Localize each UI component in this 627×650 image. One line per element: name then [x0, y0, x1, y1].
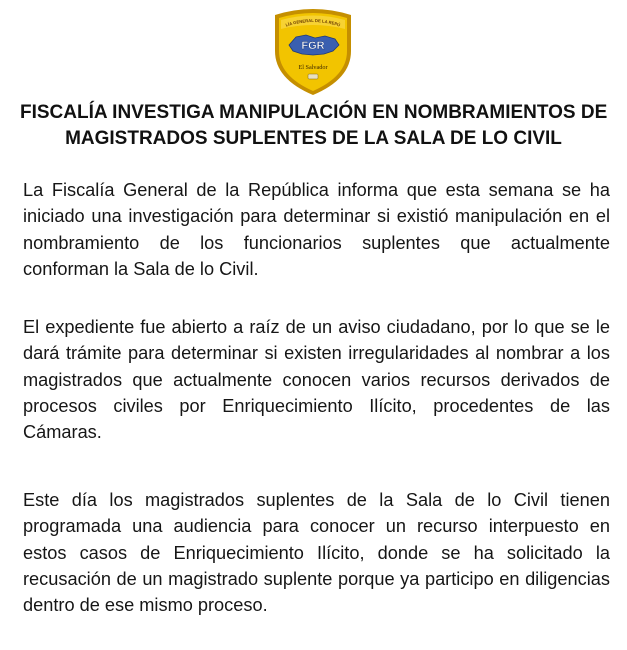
paragraph-3	[23, 487, 610, 618]
paragraph-line: Cámaras.	[23, 422, 102, 443]
paragraph-line: estos casos de Enriquecimiento Ilícito, donde se ha solicitado la	[23, 542, 610, 563]
paragraph-line: magistrados que actualmente conocen varios recursos derivados de	[23, 369, 610, 390]
paragraph-line: dentro de ese mismo proceso.	[23, 595, 268, 616]
fgr-shield-logo	[269, 5, 357, 97]
logo-ribbon-icon	[308, 74, 318, 79]
paragraph-line: recusación de un magistrado suplente porque ya participo en diligencias	[23, 568, 610, 589]
logo-acronym: FGR	[301, 40, 325, 52]
paragraph-2	[23, 314, 610, 445]
title-line: FISCALÍA INVESTIGA MANIPULACIÓN EN NOMBRAMIENTOS DE	[20, 102, 608, 123]
paragraph-line: conforman la Sala de lo Civil.	[23, 258, 259, 279]
paragraph-line: dará trámite para determinar si existen irregularidades al nombrar a los	[23, 343, 610, 364]
logo-country: El Salvador	[298, 64, 328, 71]
paragraph-line: iniciado una investigación para determinar si existió manipulación en el	[23, 206, 610, 227]
logo-top-text: LÍA GENERAL DE LA REPÚ	[284, 17, 341, 28]
paragraph-line: nombramiento de los funcionarios suplentes que actualmente	[23, 232, 610, 253]
document-title	[20, 100, 607, 152]
paragraph-line: procesos civiles por Enriquecimiento Ilícito, procedentes de las	[23, 395, 610, 416]
title-line: MAGISTRADOS SUPLENTES DE LA SALA DE LO CIVIL	[65, 128, 562, 149]
paragraph-line: El expediente fue abierto a raíz de un aviso ciudadano, por lo que se le	[23, 317, 610, 337]
paragraph-1	[23, 177, 610, 282]
paragraph-line: programada una audiencia para conocer un recurso interpuesto en	[23, 516, 610, 537]
paragraph-line: La Fiscalía General de la República informa que esta semana se ha	[23, 180, 610, 200]
paragraph-line: Este día los magistrados suplentes de la Sala de lo Civil tienen	[23, 490, 610, 510]
